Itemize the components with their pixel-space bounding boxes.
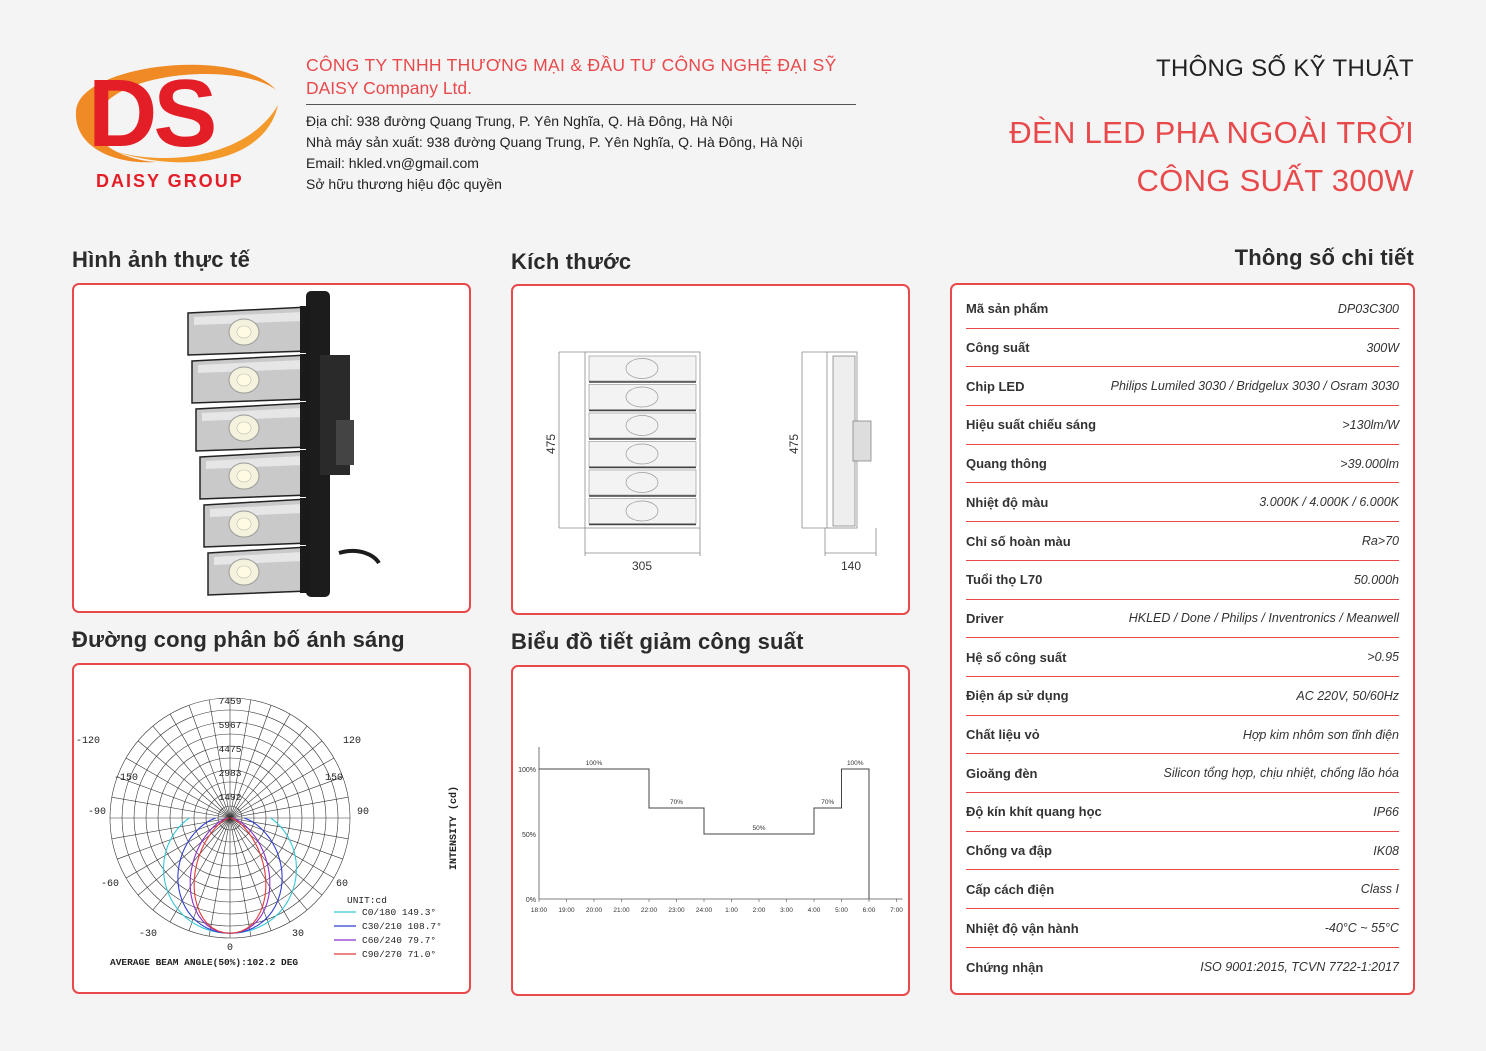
spec-label: Quang thông — [966, 456, 1047, 472]
polar-angle-label: 120 — [342, 736, 362, 747]
spec-row — [966, 909, 1399, 948]
dimension-depth-label: 140 — [840, 559, 862, 573]
led-module — [196, 402, 310, 451]
step-label: 50% — [752, 825, 766, 832]
polar-angle-label: -120 — [75, 736, 101, 747]
spec-label: Tuổi thọ L70 — [966, 572, 1043, 588]
led-module — [204, 498, 310, 547]
brand-note: Sở hữu thương hiệu độc quyền — [306, 176, 502, 192]
spec-row — [966, 716, 1399, 755]
spec-value: Ra>70 — [1361, 534, 1399, 549]
polar-angle-label: 60 — [335, 879, 349, 890]
spec-label: Chất liệu vỏ — [966, 727, 1040, 743]
polar-angle-label: 150 — [324, 773, 344, 784]
section-title-photo: Hình ảnh thực tế — [72, 247, 251, 272]
polar-axis-title: INTENSITY (cd) — [449, 785, 460, 871]
spec-value: 300W — [1366, 340, 1399, 355]
spec-value: DP03C300 — [1337, 301, 1399, 316]
spec-row — [966, 329, 1399, 368]
product-photo — [74, 285, 469, 611]
polar-angle-label: -30 — [138, 929, 158, 940]
company-logo — [66, 50, 286, 195]
document-title: THÔNG SỐ KỸ THUẬT — [1155, 55, 1414, 82]
dimming-panel — [511, 665, 910, 996]
spec-label: Chip LED — [966, 378, 1025, 394]
spec-value: AC 220V, 50/60Hz — [1296, 688, 1399, 703]
polar-legend-label: C0/180 149.3° — [362, 907, 437, 918]
spec-row — [966, 754, 1399, 793]
company-info — [306, 53, 866, 195]
step-label: 70% — [669, 799, 684, 806]
photo-panel — [72, 283, 471, 613]
spec-label: Độ kín khít quang học — [966, 804, 1102, 820]
company-name-vi: CÔNG TY TNHH THƯƠNG MẠI & ĐẦU TƯ CÔNG NGHỆ ĐẠI SỸ — [306, 55, 837, 75]
specs-panel — [950, 283, 1415, 995]
spec-row — [966, 290, 1399, 329]
polar-beam-note: AVERAGE BEAM ANGLE(50%):102.2 DEG — [110, 957, 299, 968]
spec-label: Hiệu suất chiếu sáng — [966, 417, 1097, 433]
divider — [306, 104, 856, 105]
polar-ring-label: 5967 — [218, 720, 242, 731]
x-tick-label: 1:00 — [725, 907, 738, 914]
light-distribution-panel — [72, 663, 471, 994]
polar-legend-label: C90/270 71.0° — [362, 949, 437, 960]
x-tick-label: 6:00 — [862, 907, 876, 914]
spec-value: Silicon tổng hợp, chịu nhiệt, chống lão hóa — [1163, 766, 1399, 781]
polar-angle-label: 0 — [226, 943, 234, 954]
step-label: 100% — [846, 760, 864, 767]
dimension-width-label: 305 — [631, 559, 653, 573]
x-tick-label: 24:00 — [695, 907, 713, 914]
drawing-module — [589, 442, 696, 468]
section-title-light-curve: Đường cong phân bố ánh sáng — [72, 627, 405, 652]
spec-label: Chỉ số hoàn màu — [966, 533, 1071, 549]
drawing-module — [589, 356, 696, 382]
product-name-line1: ĐÈN LED PHA NGOÀI TRỜI — [1009, 115, 1414, 150]
logo-subtitle: DAISY GROUP — [96, 171, 244, 191]
spec-value: Philips Lumiled 3030 / Bridgelux 3030 / Osram 3030 — [1110, 379, 1399, 394]
led-module — [192, 354, 310, 403]
polar-angle-label: 30 — [291, 929, 305, 940]
spec-value: Hợp kim nhôm sơn tĩnh điện — [1242, 727, 1399, 742]
spec-value: HKLED / Done / Philips / Inventronics / Meanwell — [1128, 611, 1399, 626]
document-heading — [1009, 55, 1414, 205]
x-tick-label: 21:00 — [613, 907, 630, 914]
spec-label: Nhiệt độ màu — [966, 494, 1049, 510]
dimming-step-line — [539, 769, 869, 899]
x-tick-label: 23:00 — [668, 907, 685, 914]
dimension-drawing — [513, 286, 908, 613]
spec-value: 50.000h — [1353, 572, 1399, 587]
spec-row — [966, 522, 1399, 561]
x-tick-label: 4:00 — [807, 907, 821, 914]
polar-grid — [110, 698, 350, 938]
y-tick-label: 100% — [518, 767, 536, 774]
polar-ring-label: 7459 — [218, 696, 242, 707]
x-tick-label: 20:00 — [585, 907, 603, 914]
drawing-module — [589, 499, 696, 525]
polar-ring-label: 2983 — [218, 768, 242, 779]
polar-unit: UNIT:cd — [347, 895, 387, 906]
logo-letters: DS — [88, 60, 214, 167]
spec-row — [966, 367, 1399, 406]
polar-diagram — [74, 665, 469, 992]
led-module — [200, 450, 310, 499]
spec-row — [966, 871, 1399, 910]
polar-ring-label: 4475 — [218, 744, 242, 755]
dimension-side-height-label: 475 — [787, 433, 801, 455]
x-tick-label: 3:00 — [780, 907, 793, 914]
x-tick-label: 18:00 — [530, 907, 548, 914]
polar-angle-label: 90 — [356, 807, 370, 818]
spec-label: Gioăng đèn — [966, 765, 1038, 781]
y-tick-label: 0% — [525, 897, 536, 904]
company-name-en: DAISY Company Ltd. — [306, 78, 473, 98]
factory-address: Nhà máy sản xuất: 938 đường Quang Trung, P. Yên Nghĩa, Q. Hà Đông, Hà Nội — [306, 134, 803, 150]
spec-value: IK08 — [1373, 843, 1399, 858]
spec-row — [966, 793, 1399, 832]
drawing-module — [589, 385, 696, 411]
polar-ring-label: 1492 — [218, 792, 242, 803]
dimension-height-label: 475 — [544, 433, 558, 455]
section-title-dimensions: Kích thước — [511, 249, 632, 274]
spec-row — [966, 484, 1399, 523]
spec-label: Hệ số công suất — [966, 649, 1067, 665]
spec-row — [966, 600, 1399, 639]
drawing-module — [589, 470, 696, 496]
spec-label: Driver — [966, 610, 1004, 626]
company-address: Địa chỉ: 938 đường Quang Trung, P. Yên Nghĩa, Q. Hà Đông, Hà Nội — [306, 113, 733, 129]
led-module — [188, 306, 310, 355]
spec-value: >0.95 — [1367, 650, 1399, 665]
spec-label: Nhiệt độ vận hành — [966, 920, 1079, 936]
x-tick-label: 5:00 — [835, 907, 848, 914]
section-title-specs: Thông số chi tiết — [1234, 245, 1414, 270]
spec-label: Công suất — [966, 340, 1030, 356]
led-module — [208, 546, 310, 595]
x-tick-label: 19:00 — [558, 907, 575, 914]
dimming-chart — [513, 667, 908, 994]
spec-row — [966, 406, 1399, 445]
spec-row — [966, 561, 1399, 600]
spec-value: ISO 9001:2015, TCVN 7722-1:2017 — [1200, 960, 1399, 975]
spec-label: Mã sản phẩm — [966, 301, 1049, 317]
drawing-module — [589, 413, 696, 439]
spec-value: Class I — [1360, 882, 1399, 897]
y-tick-label: 50% — [521, 832, 536, 839]
step-label: 100% — [585, 760, 603, 767]
spec-value: -40°C ~ 55°C — [1324, 921, 1399, 936]
polar-angle-label: -60 — [100, 879, 120, 890]
dimensions-panel — [511, 284, 910, 615]
spec-row — [966, 832, 1399, 871]
spec-value: >130lm/W — [1342, 417, 1399, 432]
spec-row — [966, 677, 1399, 716]
spec-value: 3.000K / 4.000K / 6.000K — [1259, 495, 1399, 510]
spec-value: IP66 — [1373, 804, 1399, 819]
polar-legend-label: C60/240 79.7° — [362, 935, 437, 946]
spec-label: Chứng nhận — [966, 959, 1044, 975]
spec-row — [966, 948, 1399, 987]
x-tick-label: 7:00 — [890, 907, 903, 914]
spec-value: >39.000lm — [1340, 456, 1399, 471]
spec-label: Cấp cách điện — [966, 881, 1055, 897]
spec-row — [966, 445, 1399, 484]
x-tick-label: 2:00 — [752, 907, 766, 914]
product-name-line2: CÔNG SUẤT 300W — [1136, 163, 1414, 198]
polar-angle-label: -150 — [113, 773, 139, 784]
section-title-dimming: Biểu đồ tiết giảm công suất — [511, 629, 804, 654]
spec-label: Điện áp sử dụng — [966, 688, 1069, 704]
spec-label: Chống va đập — [966, 843, 1052, 859]
spec-row — [966, 638, 1399, 677]
x-tick-label: 22:00 — [640, 907, 658, 914]
company-email: Email: hkled.vn@gmail.com — [306, 155, 479, 171]
polar-legend-label: C30/210 108.7° — [362, 921, 442, 932]
step-label: 70% — [821, 799, 835, 806]
polar-angle-label: -90 — [87, 807, 107, 818]
